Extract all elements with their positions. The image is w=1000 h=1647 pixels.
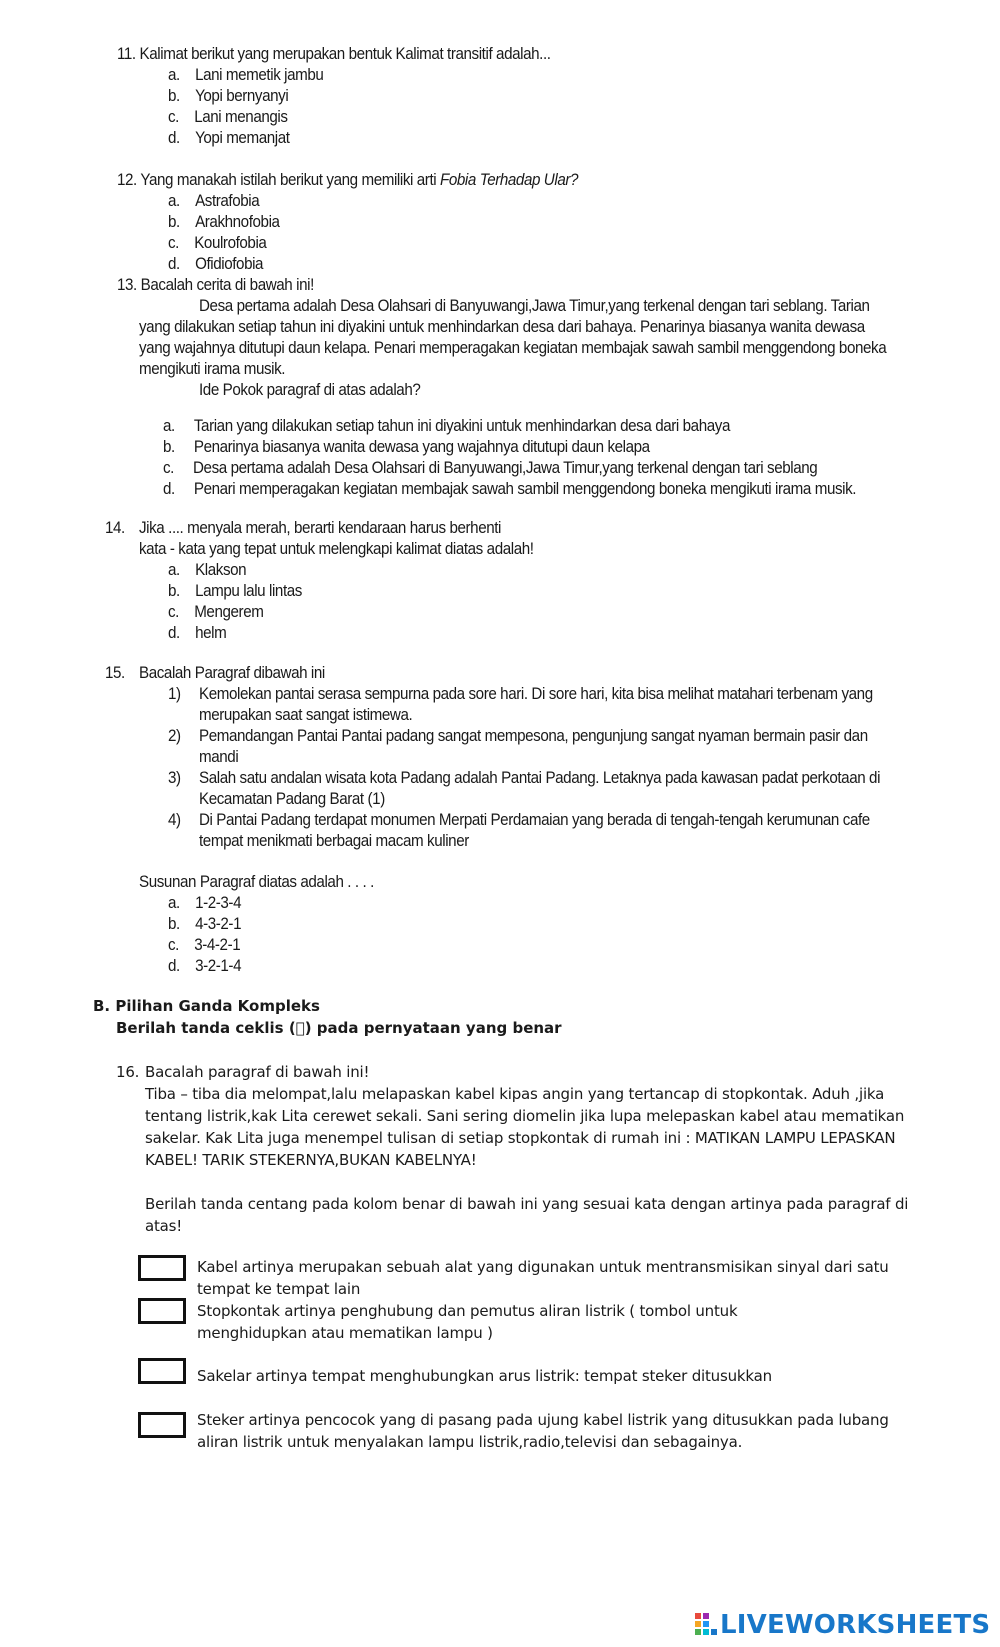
instruction-line: atas! xyxy=(145,1217,183,1235)
paragraph-line: tentang listrik,kak Lita cerewet sekali. Sani sering diomelin jika lupa melepaskan kabel atau mematikan xyxy=(145,1107,905,1125)
statement-line: Sakelar artinya tempat menghubungkan arus listrik: tempat steker ditusukkan xyxy=(197,1367,772,1385)
paragraph-line: KABEL! TARIK STEKERNYA,BUKAN KABELNYA! xyxy=(145,1151,477,1169)
option-b: b. Arakhnofobia xyxy=(168,213,280,231)
option-d: d. Penari memperagakan kegiatan membajak sawah sambil menggendong boneka mengikuti irama musik. xyxy=(163,480,857,498)
question-text: Kalimat berikut yang merupakan bentuk Kalimat transitif adalah... xyxy=(139,45,551,63)
item-line: mandi xyxy=(199,748,239,766)
question-number: 13. xyxy=(117,276,137,294)
option-a: a. Klakson xyxy=(168,561,247,579)
statement-line: Stopkontak artinya penghubung dan pemutus aliran listrik ( tombol untuk xyxy=(197,1302,738,1320)
question-number: 12. xyxy=(117,171,137,189)
option-b: b. Yopi bernyanyi xyxy=(168,87,289,105)
option-b: b. Lampu lalu lintas xyxy=(168,582,302,600)
option-c: c. Mengerem xyxy=(168,603,264,621)
item-line: tempat menikmati berbagai macam kuliner xyxy=(199,832,469,850)
statement-line: Steker artinya pencocok yang di pasang pada ujung kabel listrik yang ditusukkan pada lubang xyxy=(197,1411,889,1429)
option-d: d. Ofidiofobia xyxy=(168,255,264,273)
checkbox-sakelar[interactable] xyxy=(138,1358,186,1384)
liveworksheets-logo-icon xyxy=(694,1612,718,1638)
question-text: Susunan Paragraf diatas adalah . . . . xyxy=(139,873,374,891)
option-b: b. Penarinya biasanya wanita dewasa yang wajahnya ditutupi daun kelapa xyxy=(163,438,650,456)
option-d: d. 3-2-1-4 xyxy=(168,957,242,975)
item-line: Di Pantai Padang terdapat monumen Merpati Perdamaian yang berada di tengah-tengah kerumunan cafe xyxy=(199,811,870,829)
option-b: b. 4-3-2-1 xyxy=(168,915,242,933)
item-line: merupakan saat sangat istimewa. xyxy=(199,706,413,724)
item-number: 3) xyxy=(168,769,181,787)
option-c: c. 3-4-2-1 xyxy=(168,936,241,954)
question-text: Ide Pokok paragraf di atas adalah? xyxy=(199,381,421,399)
question-number: 15. xyxy=(105,664,125,682)
instruction-line: Berilah tanda centang pada kolom benar di bawah ini yang sesuai kata dengan artinya pada paragraf di xyxy=(145,1195,909,1213)
paragraph-line: Tiba – tiba dia melompat,lalu melapaskan kabel kipas angin yang tertancap di stopkontak. Aduh ,jika xyxy=(145,1085,885,1103)
option-a: a. Tarian yang dilakukan setiap tahun ini diyakini untuk menhindarkan desa dari bahaya xyxy=(163,417,730,435)
statement-line: aliran listrik untuk menyalakan lampu listrik,radio,televisi dan sebagainya. xyxy=(197,1433,743,1451)
item-number: 4) xyxy=(168,811,181,829)
story-line: yang dilakukan setiap tahun ini diyakini untuk menhindarkan desa dari bahaya. Penarinya biasanya wanita dewasa xyxy=(139,318,865,336)
item-line: Kecamatan Padang Barat (1) xyxy=(199,790,385,808)
option-c: c. Lani menangis xyxy=(168,108,288,126)
option-d: d. Yopi memanjat xyxy=(168,129,290,147)
story-line: yang wajahnya ditutupi daun kelapa. Penari memperagakan kegiatan membajak sawah sambil menggendong boneka xyxy=(139,339,887,357)
option-c: c. Desa pertama adalah Desa Olahsari di Banyuwangi,Jawa Timur,yang terkenal dengan tari seblang xyxy=(163,459,818,477)
option-a: a. Lani memetik jambu xyxy=(168,66,324,84)
option-d: d. helm xyxy=(168,624,227,642)
question-intro: Bacalah paragraf di bawah ini! xyxy=(145,1063,370,1081)
checkbox-kabel[interactable] xyxy=(138,1255,186,1281)
section-instruction: Berilah tanda ceklis ( ) pada pernyataan yang benar xyxy=(116,1019,562,1037)
story-line: Desa pertama adalah Desa Olahsari di Banyuwangi,Jawa Timur,yang terkenal dengan tari seblang. Tarian xyxy=(199,297,870,315)
question-number: 11. xyxy=(117,45,136,63)
question-text: Jika .... menyala merah, berarti kendaraan harus berhenti xyxy=(139,519,502,537)
item-line: Kemolekan pantai serasa sempurna pada sore hari. Di sore hari, kita bisa melihat matahari terbenam yang xyxy=(199,685,873,703)
paragraph-line: sakelar. Kak Lita juga menempel tulisan di setiap stopkontak di rumah ini : MATIKAN LAMPU LEPASKAN xyxy=(145,1129,896,1147)
liveworksheets-logo xyxy=(694,1610,990,1640)
item-line: Pemandangan Pantai Pantai padang sangat mempesona, pengunjung sangat nyaman bermain pasir dan xyxy=(199,727,868,745)
question-text-italic: Fobia Terhadap Ular? xyxy=(440,171,579,189)
checkbox-stopkontak[interactable] xyxy=(138,1298,186,1324)
question-intro: Bacalah cerita di bawah ini! xyxy=(140,276,314,294)
logo-text: LIVEWORKSHEETS xyxy=(720,1610,991,1640)
item-number: 1) xyxy=(168,685,181,703)
item-line: Salah satu andalan wisata kota Padang adalah Pantai Padang. Letaknya pada kawasan padat perkotaan di xyxy=(199,769,881,787)
question-intro: Bacalah Paragraf dibawah ini xyxy=(139,664,325,682)
question-number: 14. xyxy=(105,519,125,537)
question-number: 16. xyxy=(116,1063,140,1081)
statement-line: menghidupkan atau mematikan lampu ) xyxy=(197,1324,493,1342)
question-text: Yang manakah istilah berikut yang memiliki arti xyxy=(140,171,441,189)
option-a: a. Astrafobia xyxy=(168,192,260,210)
question-text: kata - kata yang tepat untuk melengkapi kalimat diatas adalah! xyxy=(139,540,534,558)
checkbox-steker[interactable] xyxy=(138,1412,186,1438)
statement-line: Kabel artinya merupakan sebuah alat yang digunakan untuk mentransmisikan sinyal dari satu xyxy=(197,1258,889,1276)
statement-line: tempat ke tempat lain xyxy=(197,1280,361,1298)
option-c: c. Koulrofobia xyxy=(168,234,267,252)
option-a: a. 1-2-3-4 xyxy=(168,894,242,912)
item-number: 2) xyxy=(168,727,181,745)
section-title: B. Pilihan Ganda Kompleks xyxy=(93,997,320,1015)
story-line: mengikuti irama musik. xyxy=(139,360,286,378)
